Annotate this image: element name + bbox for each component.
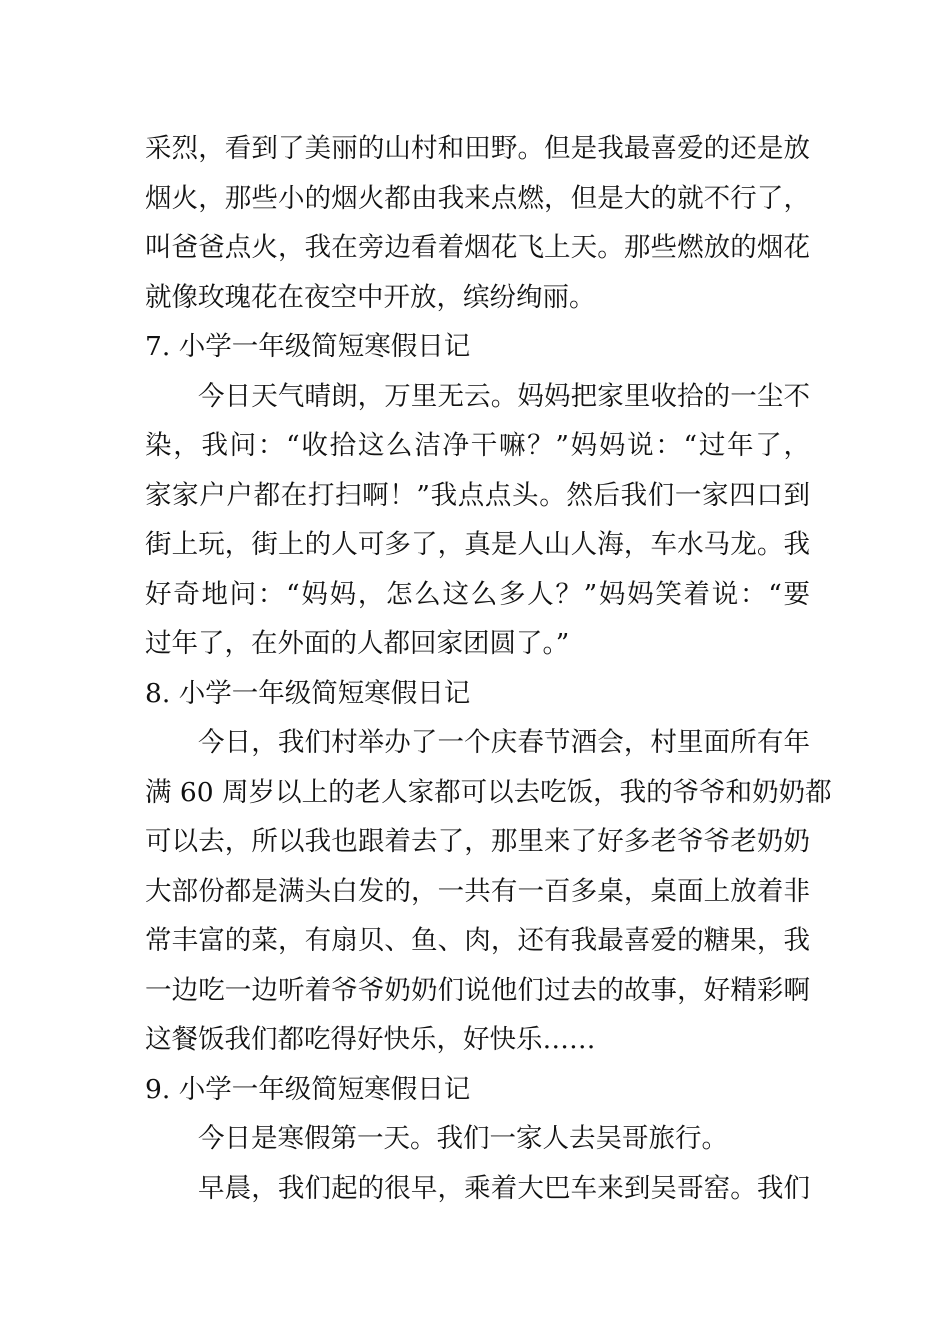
section-heading-7: 7. 小学一年级简短寒假日记 bbox=[145, 331, 471, 362]
paragraph-first-line: 今日，我们村举办了一个庆春节酒会，村里面所有年 bbox=[198, 727, 810, 758]
paragraph-line: 叫爸爸点火，我在旁边看着烟花飞上天。那些燃放的烟花 bbox=[145, 232, 810, 263]
section-heading-8: 8. 小学一年级简短寒假日记 bbox=[145, 677, 471, 709]
paragraph-line: 好奇地问：“妈妈，怎么这么多人？”妈妈笑着说：“要 bbox=[145, 578, 810, 610]
paragraph-line: 家家户户都在打扫啊！”我点点头。然后我们一家四口到 bbox=[145, 479, 810, 511]
paragraph-line: 染，我问：“收拾这么洁净干嘛？”妈妈说：“过年了， bbox=[145, 430, 810, 461]
paragraph-line: 大部份都是满头白发的，一共有一百多桌，桌面上放着非 bbox=[145, 875, 810, 907]
paragraph-line: 就像玫瑰花在夜空中开放，缤纷绚丽。 bbox=[145, 281, 596, 313]
section-heading-9: 9. 小学一年级简短寒假日记 bbox=[145, 1073, 471, 1105]
paragraph-line: 过年了，在外面的人都回家团圆了。” bbox=[145, 628, 570, 659]
paragraph-line: 采烈，看到了美丽的山村和田野。但是我最喜爱的还是放 bbox=[145, 133, 810, 164]
paragraph-line: 满 60 周岁以上的老人家都可以去吃饭，我的爷爷和奶奶都 bbox=[145, 776, 832, 808]
paragraph-first-line: 早晨，我们起的很早，乘着大巴车来到吴哥窑。我们 bbox=[198, 1172, 810, 1204]
paragraph-line: 一边吃一边听着爷爷奶奶们说他们过去的故事，好精彩啊 bbox=[145, 974, 810, 1006]
paragraph-line: 这餐饭我们都吃得好快乐，好快乐…… bbox=[145, 1024, 596, 1055]
paragraph-line: 街上玩，街上的人可多了，真是人山人海，车水马龙。我 bbox=[145, 529, 810, 560]
paragraph-first-line: 今日天气晴朗，万里无云。妈妈把家里收拾的一尘不 bbox=[198, 380, 810, 412]
document-body bbox=[145, 124, 832, 1213]
paragraph-line: 常丰富的菜，有扇贝、鱼、肉，还有我最喜爱的糖果，我 bbox=[145, 925, 810, 956]
paragraph-line: 烟火，那些小的烟火都由我来点燃，但是大的就不行了， bbox=[145, 182, 810, 214]
paragraph-first-line: 今日是寒假第一天。我们一家人去吴哥旅行。 bbox=[198, 1123, 728, 1154]
paragraph-line: 可以去，所以我也跟着去了，那里来了好多老爷爷老奶奶 bbox=[145, 826, 810, 857]
